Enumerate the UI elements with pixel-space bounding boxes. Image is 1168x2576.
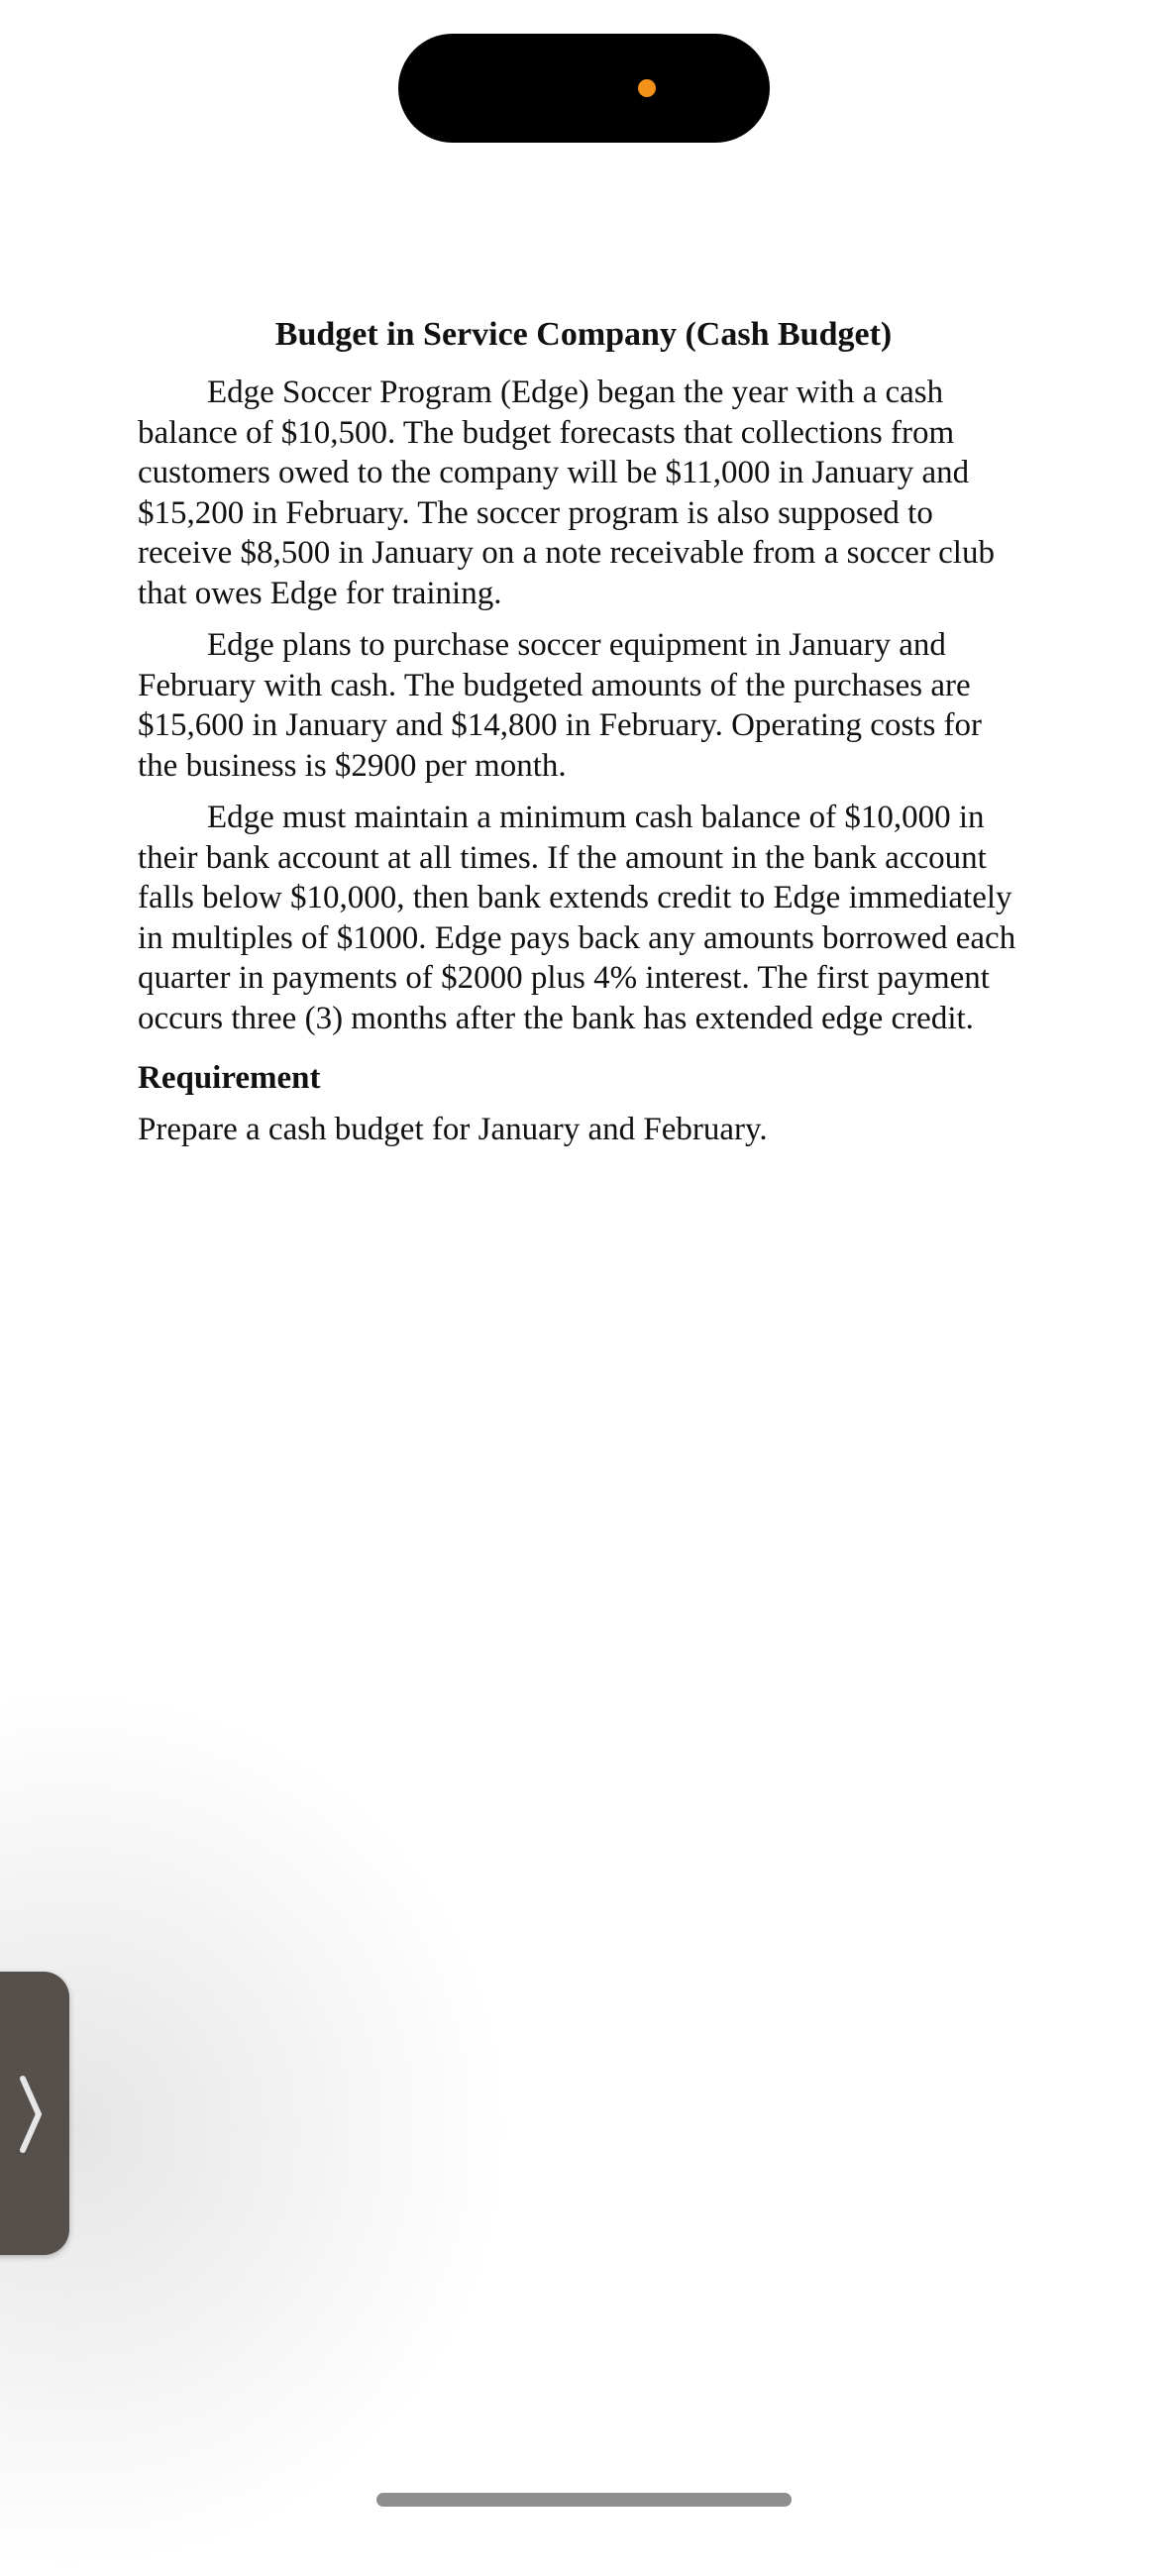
document-title: Budget in Service Company (Cash Budget): [274, 316, 893, 353]
requirement-heading: Requirement: [138, 1060, 321, 1096]
paragraph-purchases: Edge plans to purchase soccer equipment in January and February with cash. The budgeted amounts of the purchases are $15,600 in January and $14,800 in February. Operating costs for the business is $2900 per month.: [138, 627, 983, 784]
background-shadow: [0, 1684, 515, 2576]
paragraph-cash-balance: Edge Soccer Program (Edge) began the year with a cash balance of $10,500. The budget forecasts that collections from customers owed to the company will be $11,000 in January and $15,200 in February. The soccer program is also supposed to receive $8,500 in January on a note receivable from a soccer club that owes Edge for training.: [138, 375, 995, 611]
dynamic-island: [398, 34, 770, 143]
requirement-text: Prepare a cash budget for January and February.: [138, 1112, 768, 1147]
chevron-right-icon: [18, 2075, 44, 2154]
document-content: [138, 309, 1029, 1149]
home-indicator[interactable]: [376, 2493, 792, 2507]
paragraph-credit-terms: Edge must maintain a minimum cash balance of $10,000 in their bank account at all times. If the amount in the bank account falls below $10,000, then bank extends credit to Edge immediately in multiples of $1000. Edge pays back any amounts borrowed each quarter in payments of $2000 plus 4% interest. The first payment occurs three (3) months after the bank has extended edge credit.: [138, 800, 1016, 1036]
camera-in-use-indicator: [638, 79, 656, 97]
side-drawer-tab[interactable]: [0, 1972, 69, 2255]
